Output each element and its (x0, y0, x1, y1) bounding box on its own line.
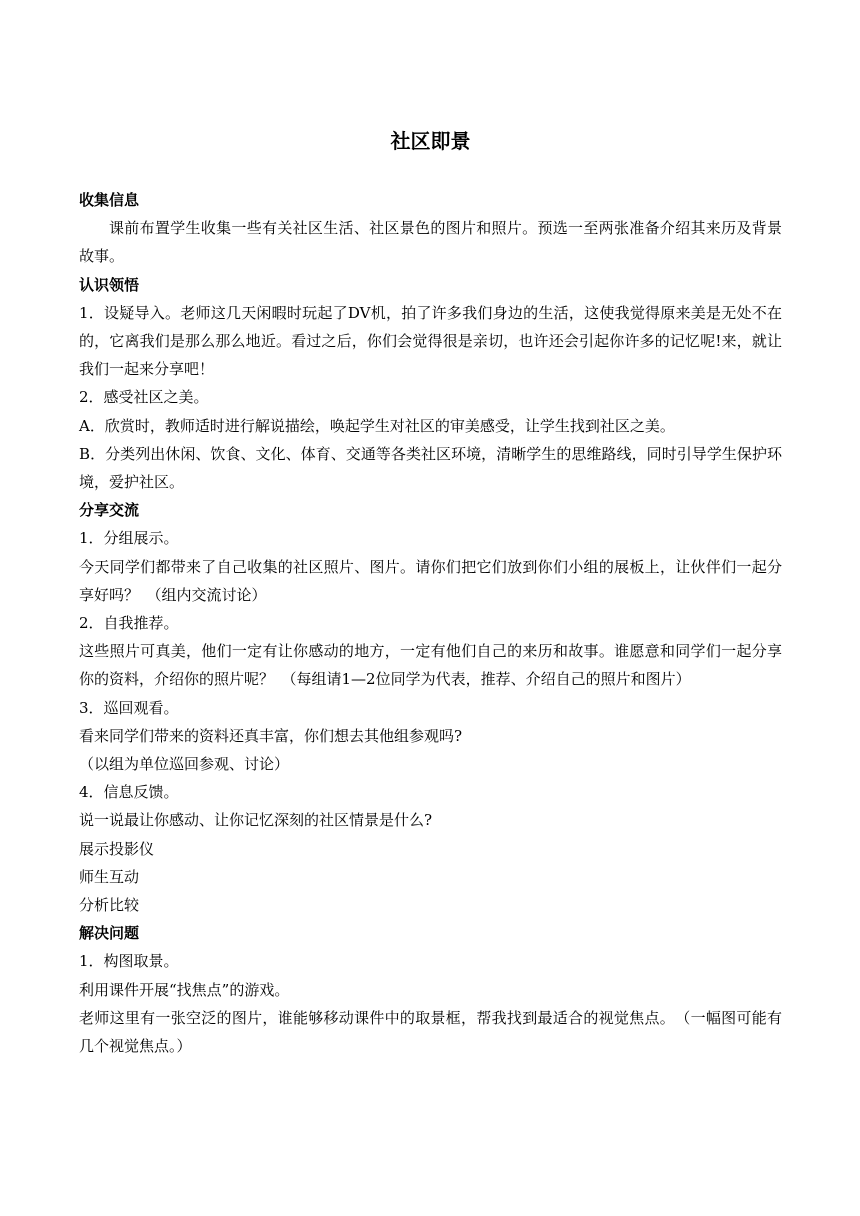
paragraph: 课前布置学生收集一些有关社区生活、社区景色的图片和照片。预选一至两张准备介绍其来历及背景故事。 (79, 219, 782, 266)
paragraph: 老师这里有一张空泛的图片，谁能够移动课件中的取景框，帮我找到最适合的视觉焦点。 （一幅图可能有几个视觉焦点。） (79, 1008, 782, 1056)
paragraph: 说一说最让你感动、让你记忆深刻的社区情景是什么? (79, 811, 433, 830)
paragraph: 展示投影仪 (79, 839, 155, 858)
paragraph: 看来同学们带来的资料还真丰富，你们想去其他组参观吗? (79, 726, 463, 745)
paragraph: 利用课件开展“找焦点”的游戏。 (79, 980, 290, 999)
paragraph: 2．自我推荐。 (79, 614, 179, 633)
section-heading-share: 分享交流 (79, 501, 140, 520)
section-heading-collect: 收集信息 (79, 191, 140, 209)
paragraph: 分析比较 (79, 896, 140, 915)
section-heading-understand: 认识领悟 (79, 275, 140, 294)
paragraph: B．分类列出休闲、饮食、文化、体育、交通等各类社区环境，清晰学生的思维路线，同时引导学生保护环境，爱护社区。 (79, 444, 782, 492)
paragraph: 今天同学们都带来了自己收集的社区照片、图片。请你们把它们放到你们小组的展板上，让伙伴们一起分享好吗？ （组内交流讨论） (79, 557, 782, 604)
paragraph: 这些照片可真美，他们一定有让你感动的地方，一定有他们自己的来历和故事。谁愿意和同学们一起分享你的资料，介绍你的照片呢？ （每组请1—2位同学为代表，推荐、介绍自己的照片和图片） (79, 642, 782, 689)
document-title: 社区即景 (390, 129, 471, 153)
paragraph: A．欣赏时，教师适时进行解说描绘，唤起学生对社区的审美感受，让学生找到社区之美。 (79, 416, 675, 435)
paragraph: 1．分组展示。 (79, 529, 179, 548)
paragraph: 4．信息反馈。 (79, 783, 179, 802)
document-body (79, 186, 782, 1060)
paragraph: 2．感受社区之美。 (79, 388, 209, 407)
paragraph: 3．巡回观看。 (79, 698, 179, 717)
paragraph: 1．构图取景。 (79, 952, 179, 971)
paragraph: （以组为单位巡回参观、讨论） (79, 755, 290, 774)
paragraph: 师生互动 (79, 867, 140, 886)
section-heading-solve: 解决问题 (79, 924, 140, 943)
paragraph: 1．设疑导入。老师这几天闲暇时玩起了DV机，拍了许多我们身边的生活，这使我觉得原来美是无处不在的，它离我们是那么那么地近。看过之后，你们会觉得很是亲切，也许还会引起你许多的记忆呢!来，就让我们一起来分享吧！ (79, 303, 782, 379)
